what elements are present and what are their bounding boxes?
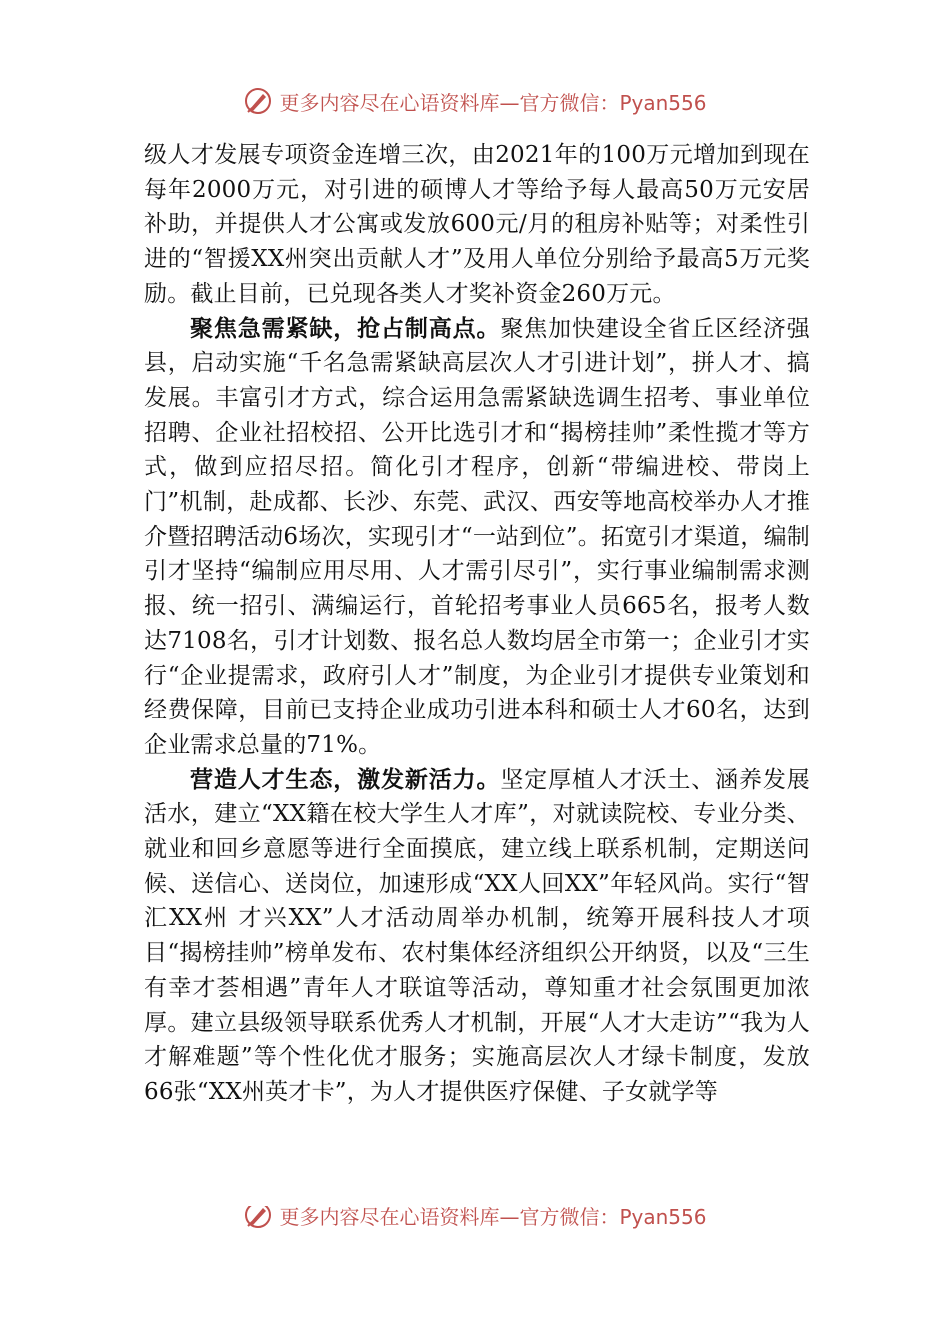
paragraph — [144, 138, 810, 312]
banner-text: 更多内容尽在心语资料库—官方微信：Pyan556 — [279, 1206, 707, 1229]
pen-logo-icon — [243, 1206, 273, 1230]
paragraph-lead: 聚焦急需紧缺，抢占制高点。 — [190, 314, 501, 342]
paragraph-body: 坚定厚植人才沃土、涵养发展活水，建立“XX籍在校大学生人才库”，对就读院校、专业分类、就业和回乡意愿等进行全面摸底，建立线上联系机制，定期送问候、送信心、送岗位，加速形成“XX人回XX”年轻风尚。实行“智汇XX州 才兴XX”人才活动周举办机制，统筹开展科技人才项目“揭榜挂帅”榜单发布、农村集体经济组织公开纳贤，以及“三生有幸才荟相遇”青年人才联谊等活动，尊知重才社会氛围更加浓厚。建立县级领导联系优秀人才机制，开展“人才大走访”“我为人才解难题”等个性化优才服务；实施高层次人才绿卡制度，发放66张“XX州英才卡”，为人才提供医疗保健、子女就学等 — [144, 766, 810, 1105]
paragraph — [144, 763, 810, 1110]
paragraph-lead: 营造人才生态，激发新活力。 — [190, 765, 501, 793]
pen-logo-icon — [243, 86, 273, 116]
document-body — [144, 138, 810, 1110]
footer-banner — [0, 1206, 950, 1236]
banner-text: 更多内容尽在心语资料库—官方微信：Pyan556 — [279, 90, 707, 115]
paragraph-body: 聚焦加快建设全省丘区经济强县，启动实施“千名急需紧缺高层次人才引进计划”，拼人才、搞发展。丰富引才方式，综合运用急需紧缺选调生招考、事业单位招聘、企业社招校招、公开比选引才和“揭榜挂帅”柔性揽才等方式，做到应招尽招。简化引才程序，创新“带编进校、带岗上门”机制，赴成都、长沙、东莞、武汉、西安等地高校举办人才推介暨招聘活动6场次，实现引才“一站到位”。拓宽引才渠道，编制引才坚持“编制应用尽用、人才需引尽引”，实行事业编制需求测报、统一招引、满编运行，首轮招考事业人员665名，报考人数达7108名，引才计划数、报名总人数均居全市第一；企业引才实行“企业提需求，政府引人才”制度，为企业引才提供专业策划和经费保障，目前已支持企业成功引进本科和硕士人才60名，达到企业需求总量的71%。 — [144, 315, 810, 758]
paragraph — [144, 312, 810, 763]
header-banner — [0, 84, 950, 118]
paragraph-body: 级人才发展专项资金连增三次，由2021年的100万元增加到现在每年2000万元，对引进的硕博人才等给予每人最高50万元安居补助，并提供人才公寓或发放600元/月的租房补贴等；对柔性引进的“智援XX州突出贡献人才”及用人单位分别给予最高5万元奖励。截止目前，已兑现各类人才奖补资金260万元。 — [144, 142, 810, 307]
